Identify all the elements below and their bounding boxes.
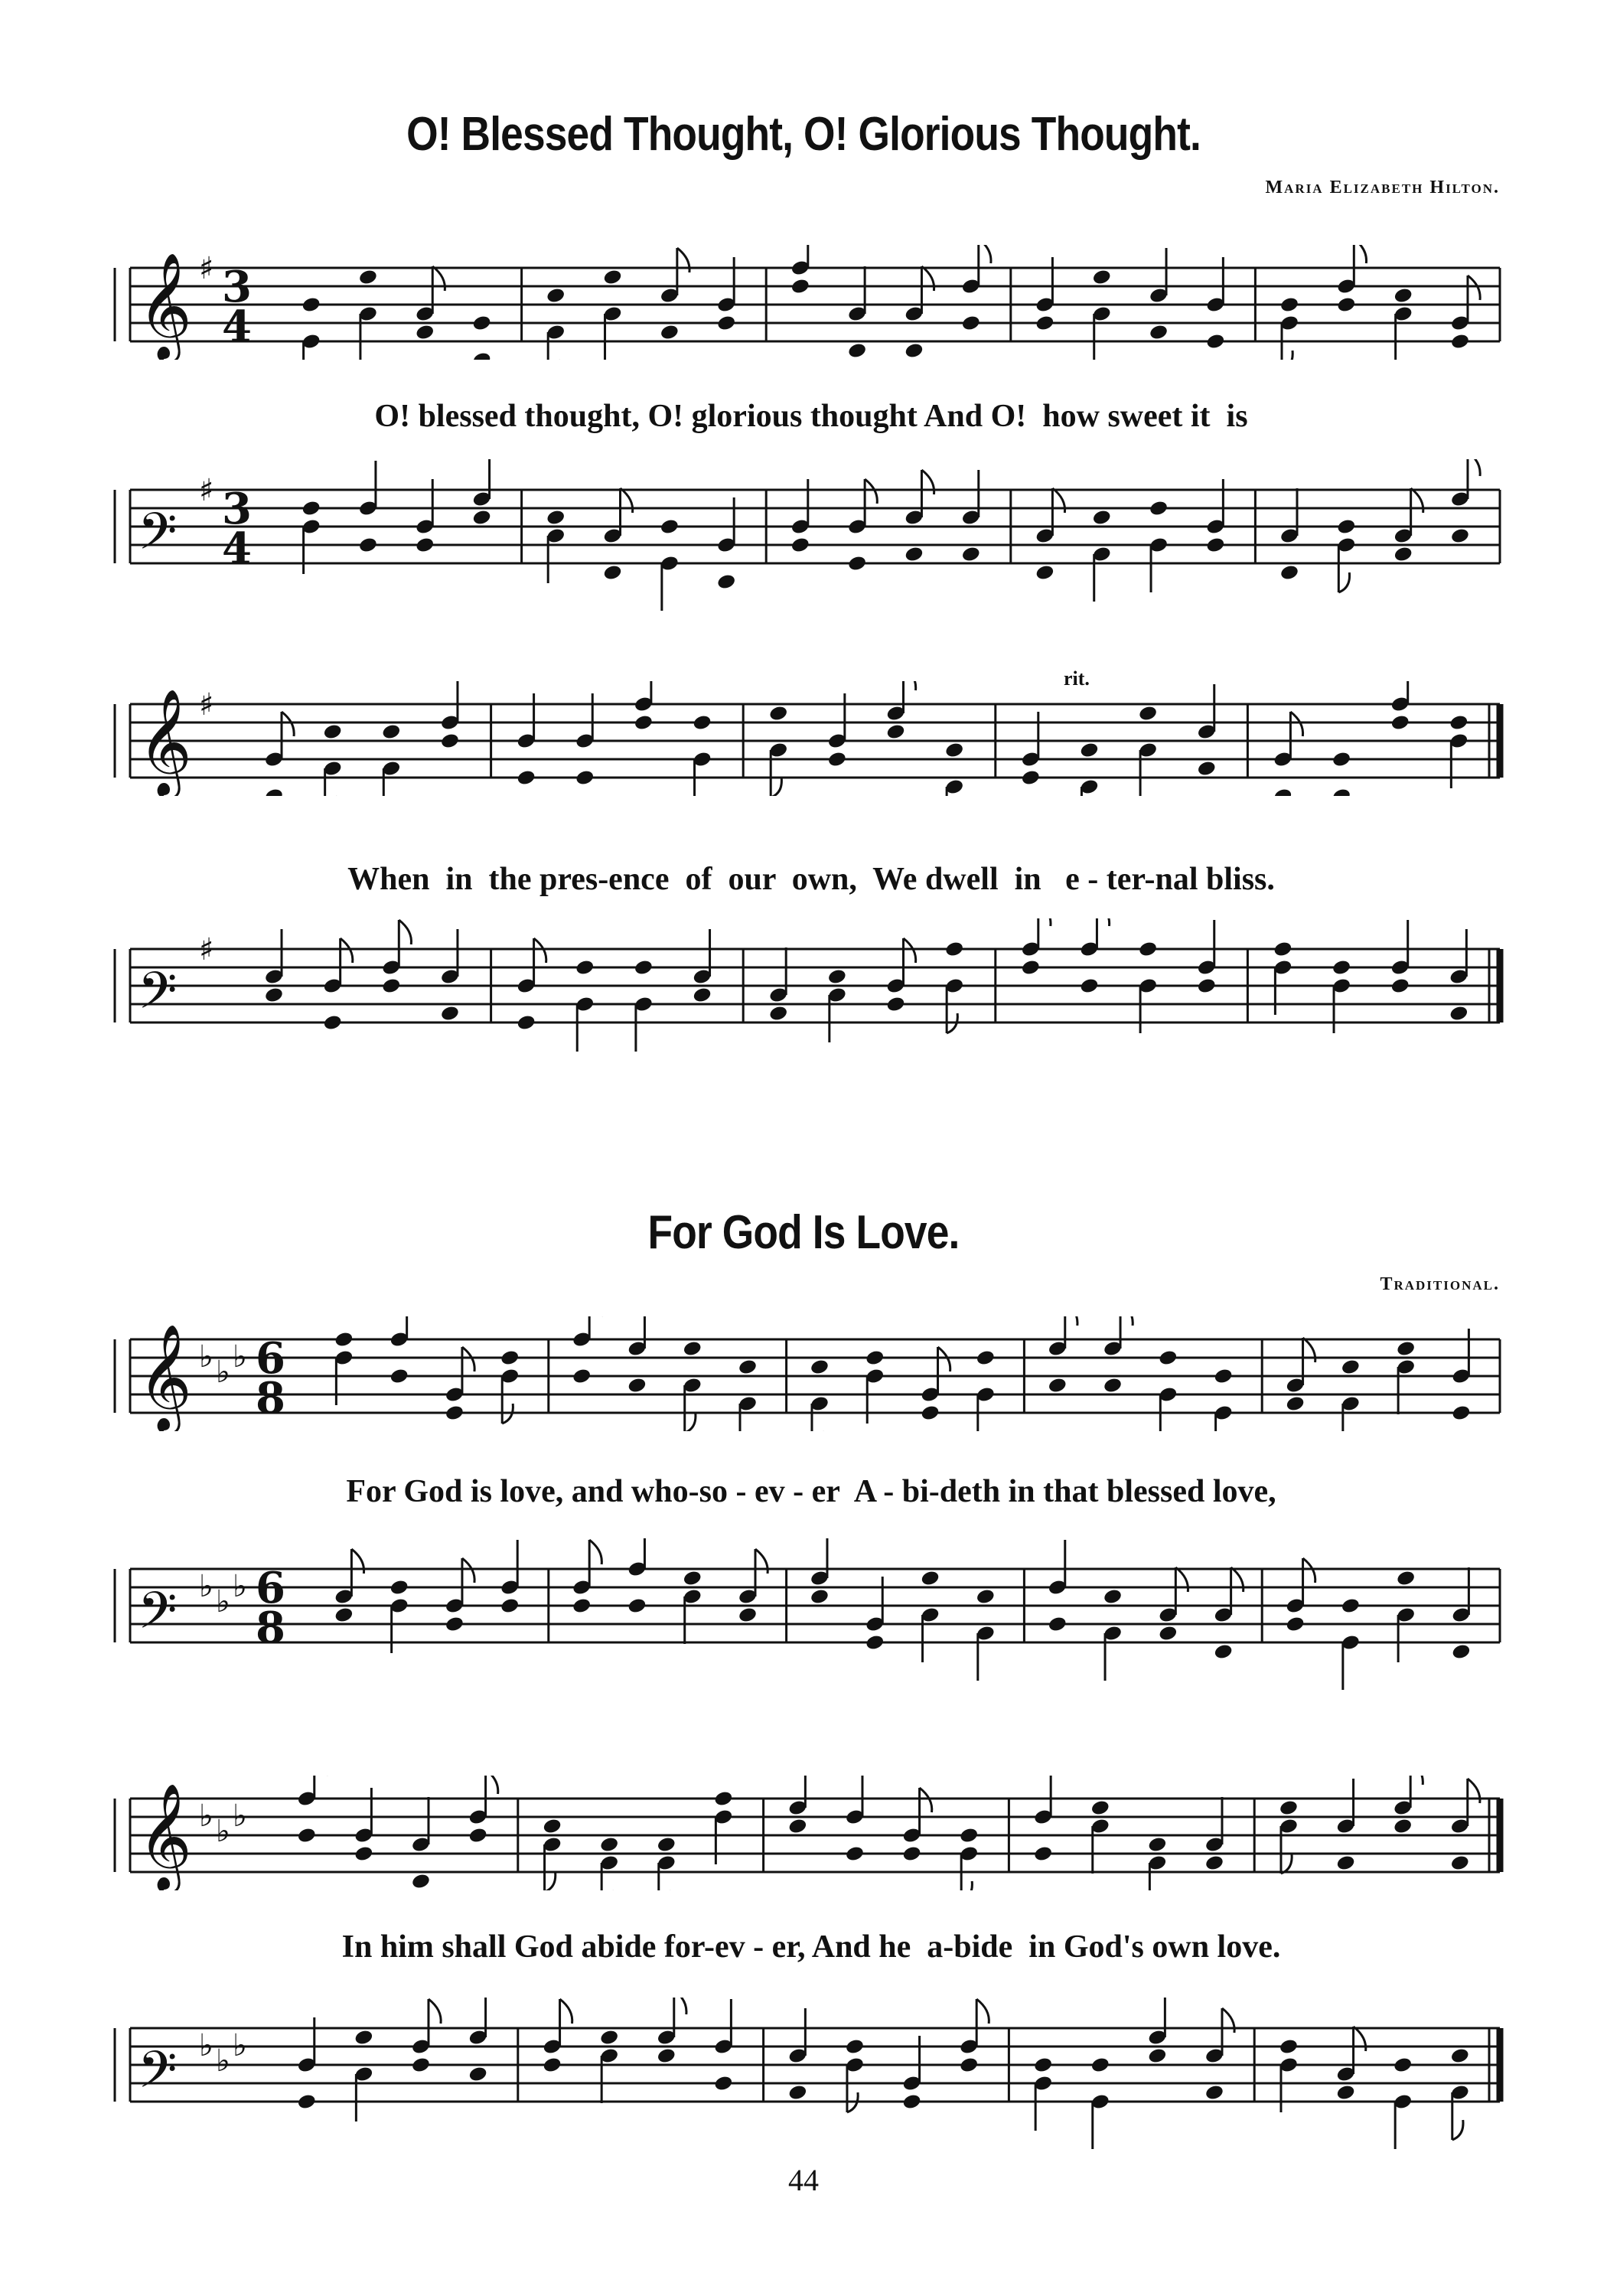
note-head [634,959,654,977]
note-flag [589,1540,601,1564]
note-head [1204,2084,1224,2102]
hymn-2-title: For God Is Love. [647,1206,960,1259]
sharp-icon: ♯ [199,687,214,722]
note-head [790,536,810,554]
note-head [1205,333,1225,351]
note-head [572,1597,592,1615]
time-signature-top: 3 [222,484,252,534]
note-head [1205,536,1225,554]
note-head [1332,788,1351,796]
treble-clef-icon: 𝄞 [138,689,192,795]
note-head [810,1358,830,1376]
note-head [738,1606,758,1624]
note-head [847,555,867,572]
hymn-2-lyric-line-2: In him shall God abide for-ev - er, And he a-bide in God's own love. [341,1929,1281,1965]
note-head [1273,788,1292,796]
note-head [1138,941,1158,958]
note-flag [1065,1316,1077,1326]
note-head [390,1579,409,1596]
note-head [1396,1340,1416,1358]
note-head [1092,509,1112,527]
note-head [1390,714,1410,732]
note-head [445,1616,464,1633]
hymn-1-title: O! Blessed Thought, O! Glorious Thought. [406,108,1201,161]
treble-clef-icon: 𝄞 [138,1324,192,1430]
note-head [683,1570,702,1587]
note-head [738,1358,758,1376]
note-head [976,1349,996,1367]
flat-icon: ♭ [199,1568,214,1604]
note-head [415,536,435,554]
flat-icon: ♭ [216,1583,230,1619]
note-head [845,1845,865,1863]
note-head [1279,1799,1299,1817]
note-flag [1452,2120,1463,2140]
note-head [1449,714,1468,732]
flat-icon: ♭ [199,2027,214,2063]
note-flag [976,1999,989,2024]
note-head [1279,296,1299,314]
treble-clef-icon: 𝄞 [138,1783,192,1890]
note-head [1033,2056,1053,2074]
note-head [542,1818,562,1835]
note-head [1149,500,1169,517]
note-flag [462,1558,474,1583]
note-flag [1338,572,1349,592]
bass-clef-icon: 𝄢 [138,961,178,1032]
hymn-2-system-1-treble-staff [0,1316,1607,1431]
note-head [944,941,964,958]
hymn-1-author: Maria Elizabeth Hilton. [1265,178,1500,197]
note-head [599,1836,619,1854]
note-head [1341,1597,1361,1615]
note-head [944,742,964,759]
note-head [471,351,491,360]
bass-clef-icon: 𝄢 [138,502,178,573]
note-flag [1097,918,1109,926]
note-head [323,1014,343,1032]
note-head [1450,333,1470,351]
time-signature-top: 3 [222,262,252,312]
note-head [1103,1377,1123,1394]
note-head [692,987,712,1004]
flat-icon: ♭ [199,1339,214,1375]
hymn-1-system-1-bass-staff [0,459,1607,612]
note-head [602,269,622,286]
note-head [657,2047,676,2065]
note-head [1336,518,1356,536]
note-head [961,315,981,332]
note-head [440,732,460,750]
note-head [1332,959,1351,977]
note-head [959,1827,979,1844]
note-head [627,1377,647,1394]
note-head [627,1597,647,1615]
note-head [1285,1395,1305,1413]
note-flag [560,1999,572,2024]
note-head [1048,1616,1068,1633]
note-head [323,723,343,741]
note-head [1079,977,1099,995]
note-head [445,1404,464,1422]
note-flag [399,920,411,944]
sharp-icon: ♯ [199,931,214,967]
note-head [1393,287,1413,305]
note-flag [920,1788,932,1812]
note-flag [938,1347,950,1371]
note-flag [674,1998,686,2014]
note-flag [1468,276,1480,300]
note-head [297,2093,317,2111]
note-flag [282,712,294,736]
note-head [713,1790,733,1808]
flat-icon: ♭ [233,1339,247,1375]
note-head [471,315,491,332]
note-head [660,518,680,536]
note-head [334,1606,354,1624]
note-head [1079,742,1099,759]
note-flag [865,479,877,504]
note-head [1393,2056,1413,2074]
note-flag [685,1413,696,1431]
note-head [517,1014,536,1032]
note-head [264,987,284,1004]
note-head [1149,324,1169,341]
note-head [1390,977,1410,995]
note-head [847,342,867,360]
note-head [1090,1799,1110,1817]
hymn-2-lyric-line-1: For God is love, and who-so - ev - er A - bi-deth in that blessed love, [346,1474,1276,1509]
note-head [1273,941,1292,958]
note-head [390,1368,409,1385]
time-signature-bottom: 8 [256,1603,285,1653]
note-head [904,342,924,360]
bass-clef-icon: 𝄢 [138,2040,178,2112]
note-flag [1281,1854,1292,1874]
sharp-icon: ♯ [199,472,214,508]
note-head [334,1331,354,1349]
note-head [787,1818,807,1835]
note-head [634,714,654,732]
time-signature-bottom: 8 [256,1373,285,1424]
note-head [471,509,491,527]
note-head [1285,1616,1305,1633]
note-head [381,723,401,741]
hymn-2-author: Traditional. [1380,1274,1500,1294]
hymn-2-system-1-bass-staff [0,1538,1607,1691]
flat-icon: ♭ [233,1798,247,1834]
time-signature-top: 6 [256,1563,285,1613]
note-head [1335,1854,1355,1872]
note-head [713,2075,733,2092]
note-flag [341,938,353,963]
note-head [1021,959,1041,977]
hymn-1-system-2-treble-staff [0,681,1607,796]
note-flag [1038,918,1051,926]
flat-icon: ♭ [233,1568,247,1604]
note-head [1197,977,1217,995]
note-head [1450,1854,1470,1872]
sharp-icon: ♯ [199,250,214,286]
note-head [297,1827,317,1844]
note-head [1336,296,1356,314]
note-head [1090,2056,1110,2074]
note-head [572,1368,592,1385]
note-head [1048,1377,1068,1394]
note-head [1158,1625,1178,1642]
time-signature-bottom: 4 [222,302,252,352]
note-head [1147,2047,1167,2065]
note-head [1103,1588,1123,1606]
note-head [500,1349,520,1367]
note-head [468,1827,488,1844]
note-head [865,1634,885,1652]
note-head [411,1873,431,1890]
flat-icon: ♭ [216,1813,230,1849]
time-signature-top: 6 [256,1333,285,1384]
note-flag [1290,712,1302,736]
note-head [961,546,981,563]
note-head [411,2056,431,2074]
note-head [1449,1005,1468,1022]
note-head [810,1588,830,1606]
note-head [959,2056,979,2074]
note-head [1450,527,1470,545]
flat-icon: ♭ [199,1798,214,1834]
note-head [1335,2084,1355,2102]
note-head [302,500,321,517]
note-head [827,751,847,768]
note-head [1138,705,1158,722]
note-head [1021,769,1041,787]
note-head [716,573,736,591]
note-head [354,2029,373,2047]
note-head [1451,1643,1471,1661]
note-head [768,1005,788,1022]
bass-clef-icon: 𝄢 [138,1581,178,1652]
note-head [517,769,536,787]
note-flag [1120,1316,1133,1326]
note-head [1279,564,1299,582]
note-head [415,324,435,341]
note-head [904,546,924,563]
note-head [1332,751,1351,768]
flat-icon: ♭ [216,1354,230,1390]
note-head [1214,1368,1234,1385]
hymn-1-lyric-line-1: O! blessed thought, O! glorious thought And O! how sweet it is [374,399,1248,434]
note-head [683,1340,702,1358]
note-head [358,536,378,554]
note-head [500,1597,520,1615]
hymn-1-system-2-bass-staff [0,918,1607,1071]
note-head [546,287,566,305]
note-head [1393,1818,1413,1835]
note-head [657,1836,676,1854]
note-head [1214,1643,1234,1661]
note-flag [1468,459,1480,476]
note-head [358,269,378,286]
note-head [787,2084,807,2102]
note-head [440,1005,460,1022]
note-head [302,296,321,314]
note-head [381,977,401,995]
note-head [1204,1854,1224,1872]
note-head [1033,1845,1053,1863]
time-signature-bottom: 4 [222,523,252,574]
hymn-1-lyric-line-2: When in the pres-ence of our own, We dwell in e - ter-nal bliss. [347,862,1275,897]
note-head [920,1570,940,1587]
note-flag [534,938,546,963]
note-flag [1410,1776,1423,1785]
note-head [901,1845,921,1863]
note-head [790,278,810,295]
ritardando-marking: rit. [1064,667,1090,690]
note-head [920,1404,940,1422]
note-head [827,968,847,986]
note-head [599,2029,619,2047]
hymn-2-system-2-bass-staff [0,1998,1607,2151]
note-head [901,2093,921,2111]
note-flag [1282,351,1292,360]
flat-icon: ♭ [216,2043,230,2079]
flat-icon: ♭ [233,2027,247,2063]
note-head [885,723,905,741]
note-head [1341,1358,1361,1376]
note-head [264,788,284,796]
note-head [660,324,680,341]
hymn-2-system-2-treble-staff [0,1776,1607,1890]
note-head [692,714,712,732]
note-head [845,2038,865,2056]
note-head [1158,1349,1178,1367]
note-head [1035,564,1054,582]
note-head [885,996,905,1013]
note-head [546,509,566,527]
note-head [1451,1404,1471,1422]
treble-clef-icon: 𝄞 [138,253,192,359]
note-head [865,1349,885,1367]
note-flag [903,938,915,963]
note-flag [462,1347,474,1371]
note-head [575,769,595,787]
note-head [1450,2047,1470,2065]
note-head [1147,1836,1167,1854]
note-flag [545,1872,556,1890]
note-head [354,1845,373,1863]
note-head [716,315,736,332]
note-head [1197,760,1217,778]
page-number: 44 [788,2163,819,2197]
note-head [602,564,622,582]
note-head [1279,2038,1299,2056]
note-flag [979,245,991,263]
note-head [1035,315,1054,332]
note-flag [1354,245,1366,263]
note-head [1092,269,1112,286]
note-flag [429,1999,441,2024]
note-head [1393,546,1413,563]
note-flag [903,681,915,690]
note-head [575,959,595,977]
note-head [1396,1570,1416,1587]
note-flag [961,1881,972,1890]
note-head [542,2056,562,2074]
note-head [768,705,788,722]
note-head [976,1588,996,1606]
note-flag [1303,1558,1315,1583]
note-flag [771,778,781,796]
note-flag [486,1776,498,1794]
hymn-1-system-1-treble-staff [0,245,1607,360]
note-head [468,2066,488,2083]
